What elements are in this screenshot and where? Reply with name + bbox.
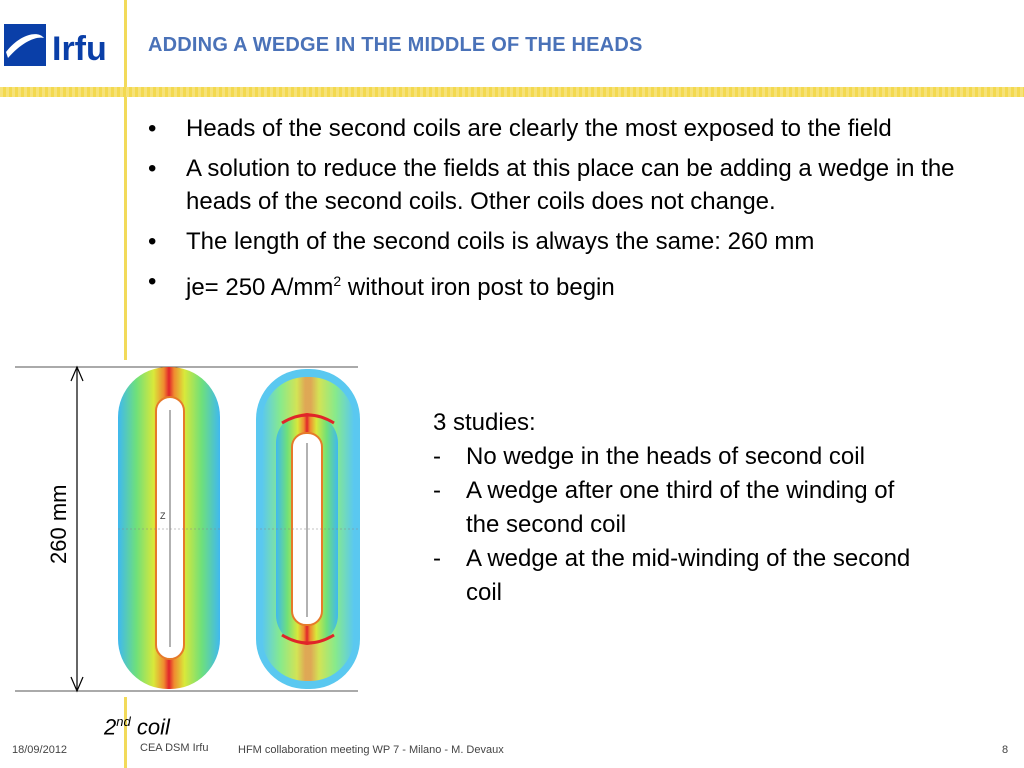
- bullet-text-suffix: without iron post to begin: [341, 274, 615, 301]
- studies-block: [433, 406, 913, 610]
- bullet-item: [148, 225, 978, 258]
- study-item: [433, 440, 913, 474]
- coil-field-map-1: [118, 367, 220, 689]
- study-dash: -: [433, 477, 441, 504]
- bullet-dot: •: [148, 228, 157, 255]
- irfu-logo: [0, 0, 124, 92]
- bullet-superscript: 2: [333, 273, 342, 289]
- study-dash: -: [433, 443, 441, 470]
- study-text: A wedge after one third of the winding of the second coil: [466, 477, 895, 538]
- study-text: A wedge at the mid-winding of the second coil: [466, 545, 911, 606]
- logo-text: Irfu: [52, 30, 107, 68]
- header-divider-vertical: [124, 0, 127, 360]
- slide-title: ADDING A WEDGE IN THE MIDDLE OF THE HEADS: [148, 34, 643, 56]
- caption-word: coil: [130, 714, 170, 740]
- footer-date: 18/09/2012: [12, 744, 68, 756]
- axis-label-z: Z: [160, 511, 166, 521]
- bullet-text: The length of the second coils is always the same: 260 mm: [186, 228, 815, 255]
- footer-meeting: HFM collaboration meeting WP 7 - Milano - M. Devaux: [238, 744, 504, 756]
- coil-field-map-2: [256, 369, 360, 689]
- bullet-dot: •: [148, 268, 157, 295]
- study-item: [433, 474, 913, 542]
- bullet-item: [148, 152, 978, 218]
- studies-heading: 3 studies:: [433, 409, 536, 436]
- figure-caption: [104, 714, 170, 740]
- study-dash: -: [433, 545, 441, 572]
- study-item: [433, 542, 913, 610]
- footer-org: CEA DSM Irfu: [140, 742, 209, 754]
- bullet-dot: •: [148, 155, 157, 182]
- header-band: [0, 87, 1024, 97]
- study-text: No wedge in the heads of second coil: [466, 443, 865, 470]
- bullet-text: A solution to reduce the fields at this place can be adding a wedge in the heads of the second coils. Other coils does not change.: [186, 155, 955, 215]
- logo-square: [4, 24, 46, 66]
- bullet-text-prefix: je= 250 A/mm: [186, 274, 334, 301]
- dimension-label: 260 mm: [46, 484, 71, 564]
- bullet-item: [148, 265, 978, 304]
- caption-superscript: nd: [116, 714, 131, 729]
- footer-page-number: 8: [1002, 744, 1009, 756]
- bullet-list: [148, 112, 978, 311]
- bullet-item: [148, 112, 978, 145]
- bullet-dot: •: [148, 115, 157, 142]
- caption-number: 2: [104, 714, 117, 740]
- bullet-text: Heads of the second coils are clearly the most exposed to the field: [186, 115, 892, 142]
